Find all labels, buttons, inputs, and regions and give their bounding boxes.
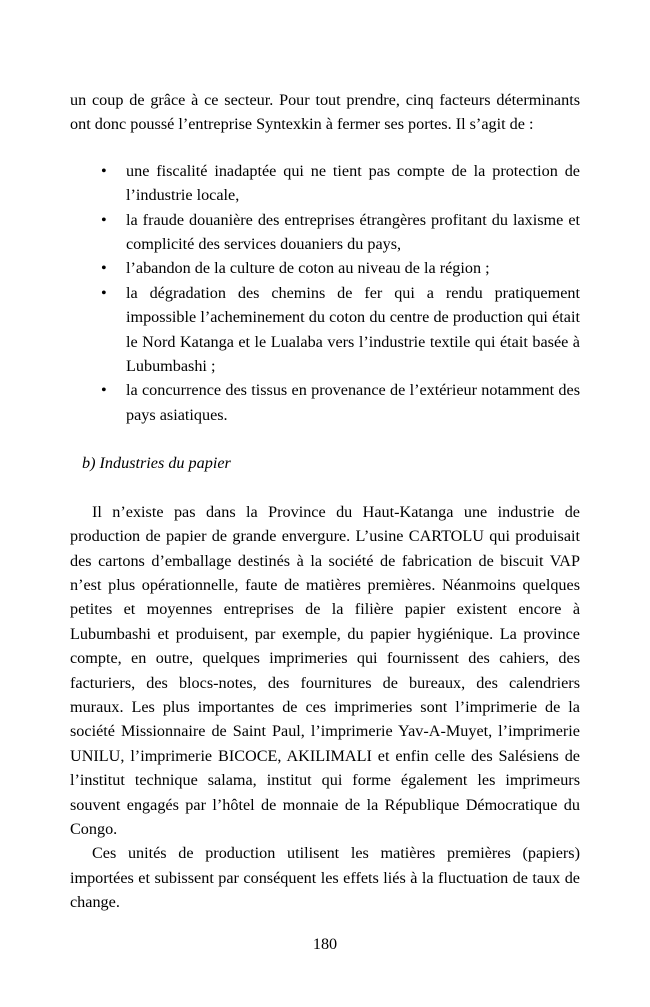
list-item	[70, 208, 580, 257]
list-item	[70, 256, 580, 280]
bullet-icon: •	[101, 259, 107, 278]
bullet-icon: •	[101, 283, 107, 302]
list-item-text: la fraude douanière des entreprises étrangères profitant du laxisme et complicité des services douaniers du pays,	[126, 210, 580, 254]
text-column	[70, 88, 580, 915]
heading-bottom-spacer	[70, 476, 580, 500]
bullet-icon: •	[101, 161, 107, 180]
list-item-text: l’abandon de la culture de coton au niveau de la région ;	[126, 259, 490, 278]
list-item-text: la dégradation des chemins de fer qui a rendu pratiquement impossible l’acheminement du coton du centre de production qui était le Nord Katanga et le Lualaba vers l’industrie textile qui était basée à Lubumbashi ;	[126, 283, 580, 376]
factors-list	[70, 159, 580, 427]
list-item	[70, 281, 580, 379]
list-item-text: une fiscalité inadaptée qui ne tient pas compte de la protection de l’industrie locale,	[126, 161, 580, 205]
opening-paragraph: un coup de grâce à ce secteur. Pour tout prendre, cinq facteurs déterminants ont donc poussé l’entreprise Syntexkin à fermer ses portes. Il s’agit de :	[70, 91, 580, 134]
body-paragraph: Il n’existe pas dans la Province du Haut-Katanga une industrie de production de papier de grande envergure. L’usine CARTOLU qui produisait des cartons d’emballage destinés à la société de fabrication de biscuit VAP n’est plus opérationnelle, faute de matières premières. Néanmoins quelques petites et moyennes entreprises de la filière papier existent encore à Lubumbashi et produisent, par exemple, du papier hygiénique. La province compte, en outre, quelques imprimeries qui fournissent des cahiers, des facturiers, des blocs-notes, des fournitures de bureaux, des calendriers muraux. Les plus importantes de ces imprimeries sont l’imprimerie de la société Missionnaire de Saint Paul, l’imprimerie Yav-A-Muyet, l’imprimerie UNILU, l’imprimerie BICOCE, AKILIMALI et enfin celle des Salésiens de l’institut technique salama, institut qui forme également les imprimeurs souvent engagés par l’hôtel de monnaie de la République Démocratique du Congo.	[70, 502, 580, 838]
list-bottom-spacer	[70, 427, 580, 451]
bullet-icon: •	[101, 381, 107, 400]
page-number: 180	[312, 935, 338, 953]
list-top-spacer	[70, 137, 580, 159]
list-item	[70, 159, 580, 208]
list-item-text: la concurrence des tissus en provenance de l’extérieur notamment des pays asiatiques.	[126, 381, 580, 424]
closing-paragraph: Ces unités de production utilisent les matières premières (papiers) importées et subissent par conséquent les effets liés à la fluctuation de taux de change.	[70, 844, 580, 912]
section-heading: b) Industries du papier	[82, 454, 231, 473]
bullet-icon: •	[101, 210, 107, 229]
list-item	[70, 378, 580, 427]
